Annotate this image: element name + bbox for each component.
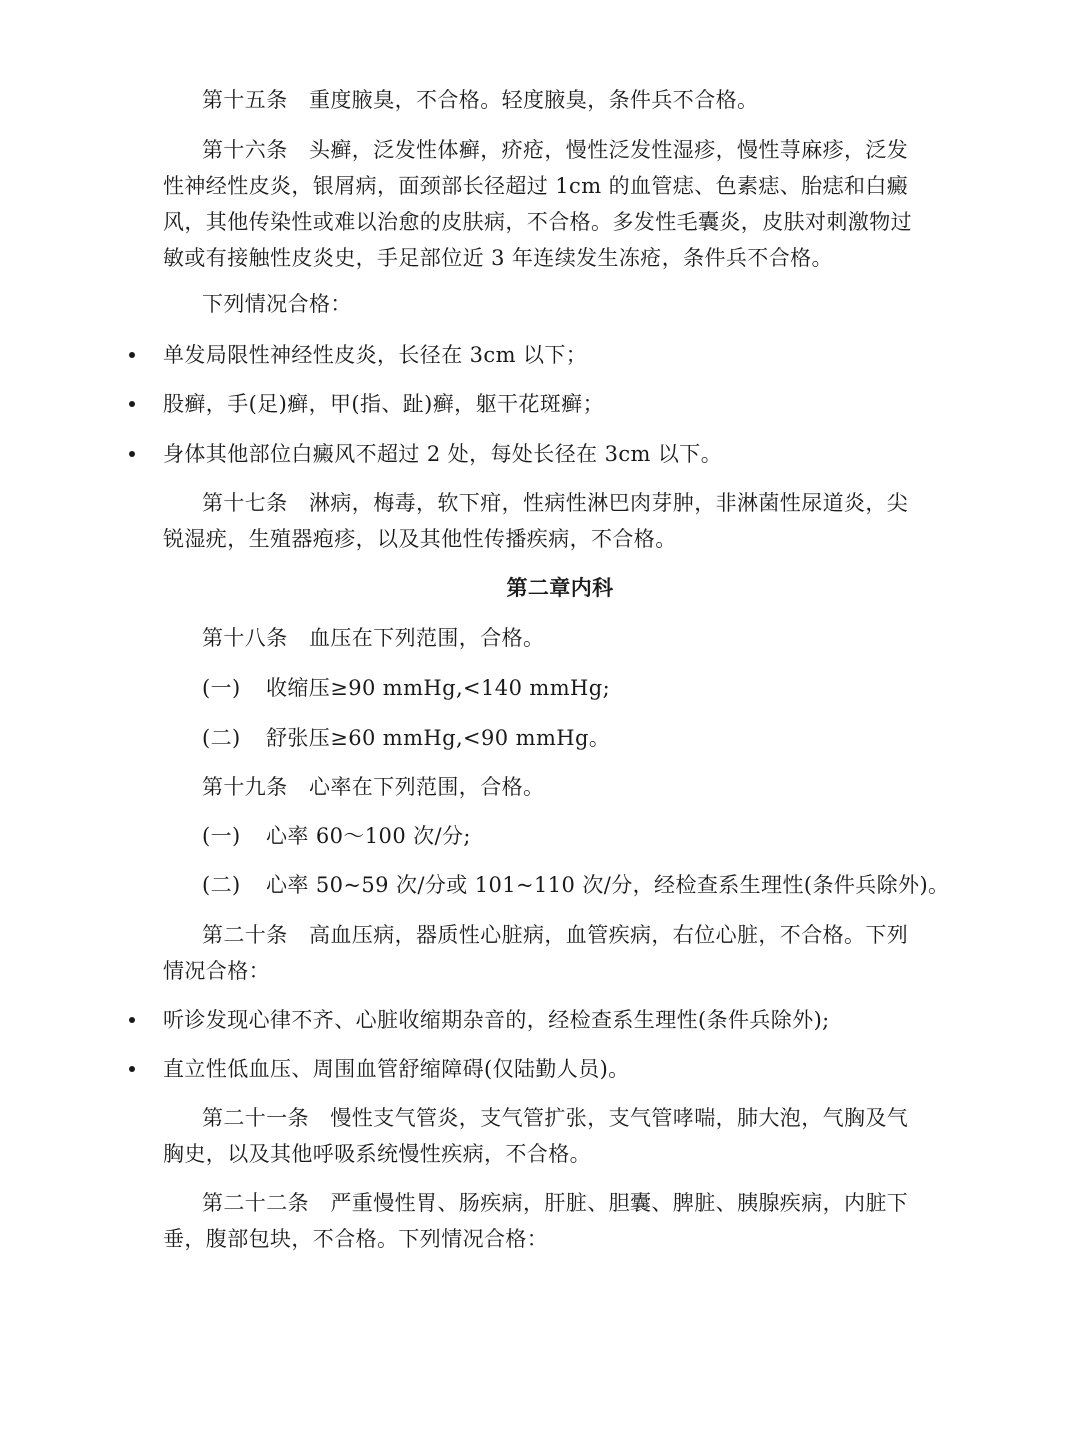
article-22: 第二十二条 严重慢性胃、肠疾病，肝脏、胆囊、脾脏、胰腺疾病，内脏下垂，腹部包块，不合格。下列情况合格：: [163, 1191, 909, 1251]
article-15: 第十五条 重度腋臭，不合格。轻度腋臭，条件兵不合格。: [202, 88, 759, 112]
article-20: 第二十条 高血压病，器质性心脏病，血管疾病，右位心脏，不合格。下列情况合格：: [163, 923, 909, 983]
list-item-text: 听诊发现心律不齐、心脏收缩期杂音的，经检查系生理性(条件兵除外);: [163, 1008, 830, 1032]
bullet-icon: [129, 352, 135, 358]
list-item: [0, 386, 1080, 422]
sub-item: [202, 867, 949, 903]
list-item-text: 身体其他部位白癜风不超过 2 处，每处长径在 3cm 以下。: [163, 442, 723, 466]
sub-item-mark: (一): [202, 676, 241, 700]
list-item: [0, 1002, 1080, 1038]
sub-item-mark: (二): [202, 873, 241, 897]
sub-item-text: 心率 50~59 次/分或 101~110 次/分，经检查系生理性(条件兵除外)。: [266, 873, 950, 897]
sub-item-text: 舒张压≥60 mmHg,<90 mmHg。: [266, 726, 611, 750]
list-item-text: 单发局限性神经性皮炎，长径在 3cm 以下；: [163, 343, 588, 367]
bullet-icon: [129, 451, 135, 457]
list-item: [0, 436, 1080, 472]
sub-item-mark: (二): [202, 726, 241, 750]
article-18: 第十八条 血压在下列范围，合格。: [202, 626, 545, 650]
sub-item-text: 心率 60～100 次/分;: [266, 824, 471, 848]
chapter-title: 第二章内科: [506, 575, 614, 600]
bullet-icon: [129, 1066, 135, 1072]
bullet-icon: [129, 1017, 135, 1023]
sub-item-text: 收缩压≥90 mmHg,<140 mmHg;: [266, 676, 611, 700]
sub-item: [202, 720, 610, 756]
article-16: 第十六条 头癣，泛发性体癣，疥疮，慢性泛发性湿疹，慢性荨麻疹，泛发性神经性皮炎，银屑病，面颈部长径超过 1cm 的血管痣、色素痣、胎痣和白癜风，其他传染性或难以治愈的皮肤病，不合格。多发性毛囊炎，皮肤对刺激物过敏或有接触性皮炎史，手足部位近 3 年连续发生冻疮，条件兵不合格。: [163, 138, 912, 270]
sub-item-mark: (一): [202, 824, 241, 848]
list-item: [0, 1051, 1080, 1087]
list-item: [0, 337, 1080, 373]
article-21: 第二十一条 慢性支气管炎，支气管扩张，支气管哮喘，肺大泡，气胸及气胸史，以及其他呼吸系统慢性疾病，不合格。: [163, 1106, 909, 1166]
sub-item: [202, 818, 471, 854]
article-16-intro: 下列情况合格：: [202, 292, 352, 316]
article-17: 第十七条 淋病，梅毒，软下疳，性病性淋巴肉芽肿，非淋菌性尿道炎，尖锐湿疣，生殖器疱疹，以及其他性传播疾病，不合格。: [163, 491, 909, 551]
bullet-icon: [129, 401, 135, 407]
sub-item: [202, 670, 610, 706]
list-item-text: 直立性低血压、周围血管舒缩障碍(仅陆勤人员)。: [163, 1057, 630, 1081]
article-19: 第十九条 心率在下列范围，合格。: [202, 775, 545, 799]
list-item-text: 股癣，手(足)癣，甲(指、趾)癣，躯干花斑癣；: [163, 392, 604, 416]
